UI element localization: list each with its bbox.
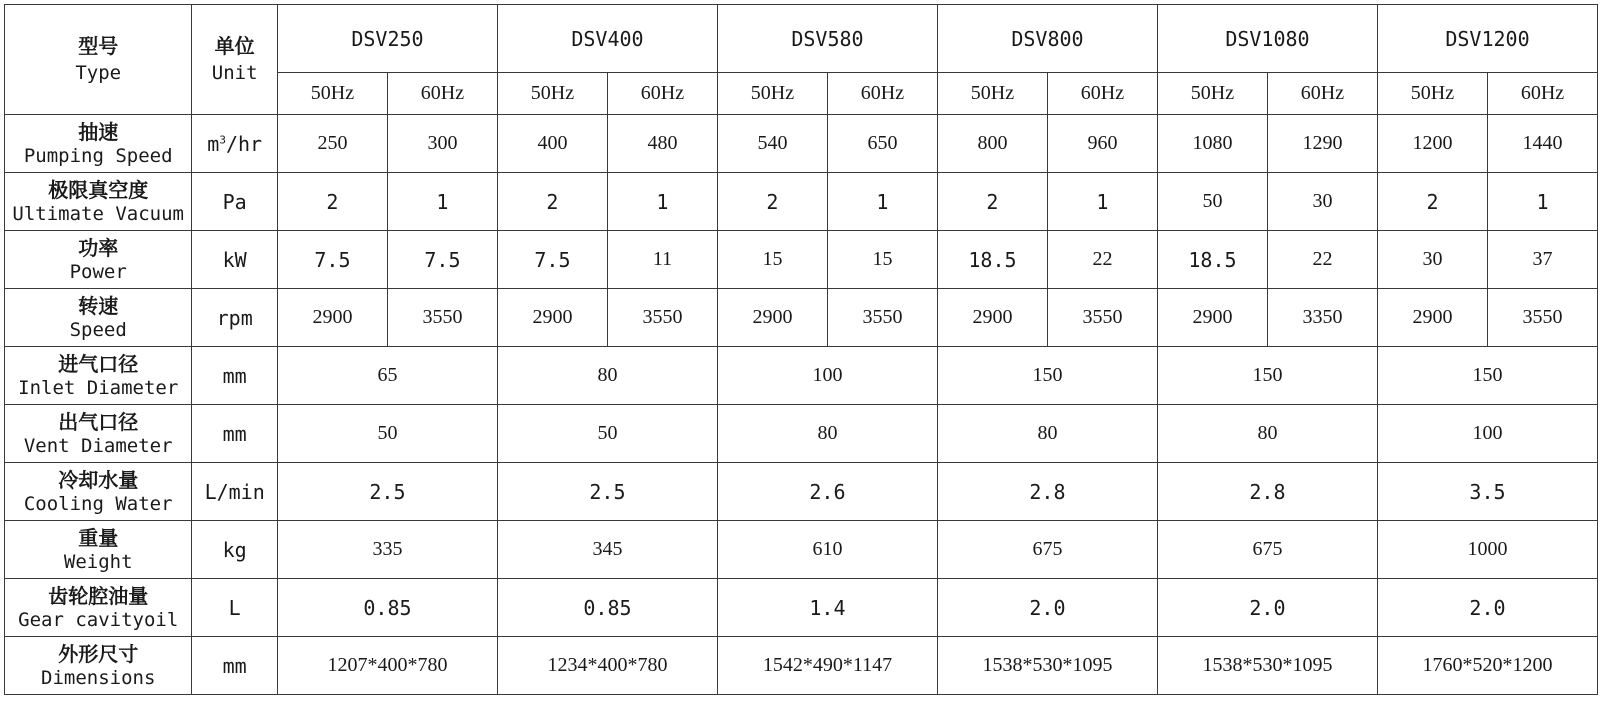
unit-superscript: 3 [219,132,226,146]
value-cell: 345 [497,521,717,579]
value-cell: 2 [937,173,1047,231]
row-label-cn: 抽速 [78,119,119,144]
value-cell: 100 [1377,405,1597,463]
value-cell: 150 [1377,347,1597,405]
row-label-cn: 出气口径 [58,409,139,434]
type-header-cn: 型号 [78,33,119,58]
unit-cell: mm [192,405,278,463]
value-cell: 7.5 [387,231,497,289]
freq-50-header: 50Hz [497,73,607,115]
row-label-en: Vent Diameter [23,434,173,457]
value-cell: 2900 [277,289,387,347]
row-label-en: Gear cavityoil [18,608,179,631]
table-row [5,115,1598,173]
table-row [5,521,1598,579]
type-header-cell [5,5,192,115]
value-cell: 11 [607,231,717,289]
value-cell: 3550 [1047,289,1157,347]
freq-50-header: 50Hz [717,73,827,115]
value-cell: 1 [1047,173,1157,231]
value-cell: 150 [937,347,1157,405]
row-label-cn: 转速 [78,293,119,318]
row-label [5,637,192,695]
value-cell: 1760*520*1200 [1377,637,1597,695]
value-cell: 2 [277,173,387,231]
freq-50-header: 50Hz [1157,73,1267,115]
value-cell: 2.0 [1157,579,1377,637]
unit-cell: rpm [192,289,278,347]
unit-header-cell [192,5,278,115]
unit-header-en: Unit [211,61,258,84]
row-label-cn: 进气口径 [58,351,139,376]
value-cell: 2.6 [717,463,937,521]
value-cell: 1440 [1487,115,1597,173]
row-label [5,173,192,231]
freq-60-header: 60Hz [387,73,497,115]
value-cell: 1207*400*780 [277,637,497,695]
value-cell: 80 [1157,405,1377,463]
row-label-en: Power [69,260,127,283]
spec-table [4,4,1598,695]
value-cell: 480 [607,115,717,173]
value-cell: 1000 [1377,521,1597,579]
model-header: DSV1200 [1377,5,1597,73]
value-cell: 1 [387,173,497,231]
value-cell: 2900 [937,289,1047,347]
type-header-en: Type [75,61,122,84]
value-cell: 0.85 [277,579,497,637]
unit-header-cn: 单位 [214,33,255,58]
unit-cell: kW [192,231,278,289]
value-cell: 540 [717,115,827,173]
table-row [5,637,1598,695]
value-cell: 675 [937,521,1157,579]
model-header: DSV1080 [1157,5,1377,73]
value-cell: 1290 [1267,115,1377,173]
unit-cell: mm [192,347,278,405]
value-cell: 250 [277,115,387,173]
table-row [5,405,1598,463]
value-cell: 1.4 [717,579,937,637]
unit-cell [192,115,278,173]
value-cell: 22 [1267,231,1377,289]
value-cell: 3550 [387,289,497,347]
unit-cell: L/min [192,463,278,521]
table-row [5,231,1598,289]
value-cell: 1234*400*780 [497,637,717,695]
value-cell: 1538*530*1095 [937,637,1157,695]
row-label-cn: 齿轮腔油量 [48,583,149,608]
freq-50-header: 50Hz [1377,73,1487,115]
row-label [5,405,192,463]
value-cell: 2.0 [1377,579,1597,637]
value-cell: 300 [387,115,497,173]
table-row [5,173,1598,231]
value-cell: 960 [1047,115,1157,173]
model-header: DSV400 [497,5,717,73]
row-label-cn: 功率 [78,235,119,260]
value-cell: 150 [1157,347,1377,405]
row-label [5,347,192,405]
value-cell: 1 [1487,173,1597,231]
value-cell: 400 [497,115,607,173]
value-cell: 18.5 [937,231,1047,289]
unit-cell: Pa [192,173,278,231]
value-cell: 1080 [1157,115,1267,173]
value-cell: 1542*490*1147 [717,637,937,695]
unit-base: m [207,131,220,156]
table-row [5,463,1598,521]
table-row [5,347,1598,405]
row-label [5,521,192,579]
row-label-en: Ultimate Vacuum [12,202,184,225]
value-cell: 2 [497,173,607,231]
value-cell: 2900 [1157,289,1267,347]
value-cell: 15 [717,231,827,289]
row-label [5,289,192,347]
freq-60-header: 60Hz [1047,73,1157,115]
value-cell: 37 [1487,231,1597,289]
row-label [5,231,192,289]
value-cell: 800 [937,115,1047,173]
value-cell: 3550 [607,289,717,347]
model-header: DSV800 [937,5,1157,73]
value-cell: 2.5 [497,463,717,521]
row-label-cn: 极限真空度 [48,177,149,202]
row-label-en: Dimensions [41,666,156,689]
freq-60-header: 60Hz [1267,73,1377,115]
model-header: DSV580 [717,5,937,73]
value-cell: 22 [1047,231,1157,289]
value-cell: 30 [1267,173,1377,231]
value-cell: 2.8 [1157,463,1377,521]
value-cell: 610 [717,521,937,579]
value-cell: 100 [717,347,937,405]
value-cell: 0.85 [497,579,717,637]
row-label-en: Pumping Speed [23,144,173,167]
row-label-en: Speed [69,318,127,341]
table-row [5,289,1598,347]
row-label-en: Cooling Water [23,492,173,515]
value-cell: 65 [277,347,497,405]
row-label-cn: 重量 [78,525,119,550]
value-cell: 1 [607,173,717,231]
value-cell: 7.5 [497,231,607,289]
value-cell: 80 [717,405,937,463]
value-cell: 3350 [1267,289,1377,347]
row-label-en: Weight [63,550,133,573]
freq-60-header: 60Hz [827,73,937,115]
freq-60-header: 60Hz [1487,73,1597,115]
table-row [5,579,1598,637]
unit-cell: mm [192,637,278,695]
value-cell: 80 [497,347,717,405]
value-cell: 2900 [717,289,827,347]
freq-50-header: 50Hz [937,73,1047,115]
value-cell: 80 [937,405,1157,463]
value-cell: 1538*530*1095 [1157,637,1377,695]
value-cell: 7.5 [277,231,387,289]
value-cell: 1200 [1377,115,1487,173]
value-cell: 3550 [827,289,937,347]
unit-cell: L [192,579,278,637]
value-cell: 18.5 [1157,231,1267,289]
value-cell: 2.8 [937,463,1157,521]
row-label [5,463,192,521]
row-label-en: Inlet Diameter [18,376,179,399]
value-cell: 2 [1377,173,1487,231]
value-cell: 3550 [1487,289,1597,347]
value-cell: 30 [1377,231,1487,289]
row-label-cn: 外形尺寸 [58,641,139,666]
unit-cell: kg [192,521,278,579]
value-cell: 675 [1157,521,1377,579]
row-label [5,115,192,173]
value-cell: 3.5 [1377,463,1597,521]
row-label-cn: 冷却水量 [58,467,139,492]
value-cell: 15 [827,231,937,289]
row-label [5,579,192,637]
value-cell: 50 [1157,173,1267,231]
value-cell: 2 [717,173,827,231]
model-header: DSV250 [277,5,497,73]
value-cell: 2.5 [277,463,497,521]
freq-50-header: 50Hz [277,73,387,115]
value-cell: 335 [277,521,497,579]
value-cell: 2900 [497,289,607,347]
value-cell: 50 [277,405,497,463]
value-cell: 2.0 [937,579,1157,637]
value-cell: 2900 [1377,289,1487,347]
value-cell: 50 [497,405,717,463]
value-cell: 1 [827,173,937,231]
freq-60-header: 60Hz [607,73,717,115]
value-cell: 650 [827,115,937,173]
unit-tail: /hr [225,131,263,156]
